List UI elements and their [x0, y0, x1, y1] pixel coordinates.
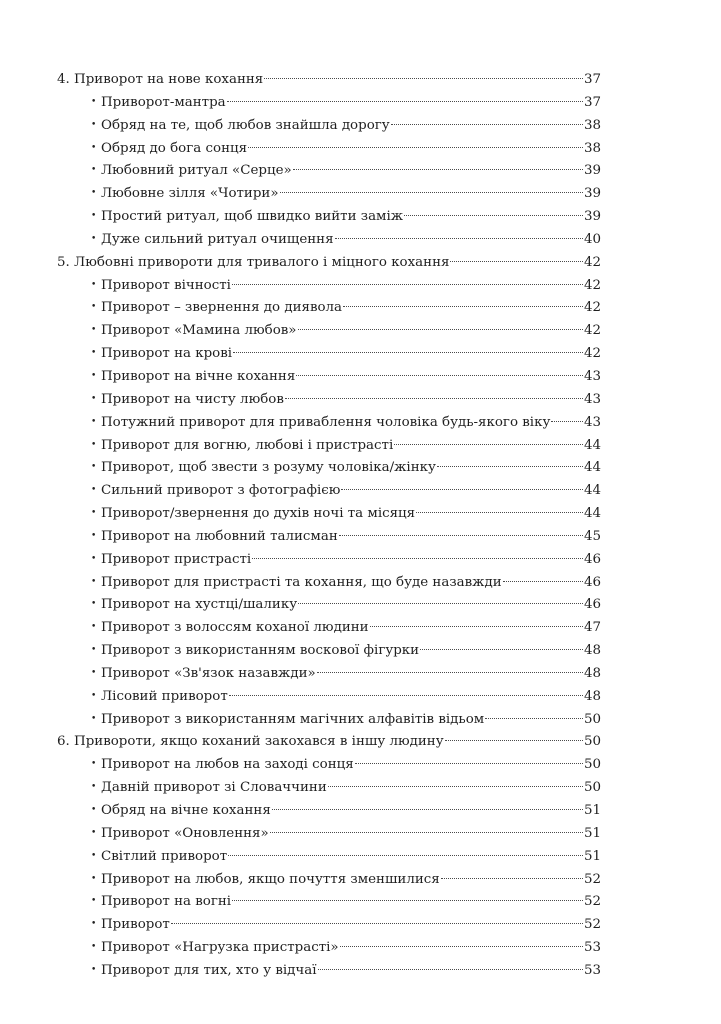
toc-page-number: 44 — [583, 483, 601, 499]
toc-entry-title: Приворот «Оновлення» — [101, 825, 269, 841]
toc-item-row[interactable] — [57, 412, 601, 435]
dot-leader — [328, 786, 583, 787]
bullet-icon: • — [91, 827, 97, 838]
toc-entry-title: Приворот для вогню, любові і пристрасті — [101, 437, 394, 453]
dot-leader — [485, 718, 583, 719]
toc-item-row[interactable] — [57, 640, 601, 663]
toc-item-row[interactable] — [57, 617, 601, 640]
toc-page-number: 38 — [583, 140, 601, 156]
dot-leader — [503, 581, 583, 582]
toc-entry-title: Приворот «Нагрузка пристрасті» — [101, 940, 339, 956]
bullet-icon: • — [91, 325, 97, 336]
toc-entry-title: Приворот на любов, якщо почуття зменшилися — [101, 871, 440, 887]
bullet-icon: • — [91, 553, 97, 564]
toc-item-row[interactable] — [57, 869, 601, 892]
bullet-icon: • — [91, 690, 97, 701]
dot-leader — [285, 398, 583, 399]
dot-leader — [339, 535, 583, 536]
toc-page-number: 43 — [583, 391, 601, 407]
bullet-icon: • — [91, 416, 97, 427]
toc-item-row[interactable] — [57, 229, 601, 252]
toc-page-number: 45 — [583, 528, 601, 544]
toc-page-number: 42 — [583, 323, 601, 339]
toc-page-number: 42 — [583, 300, 601, 316]
toc-page-number: 39 — [583, 163, 601, 179]
bullet-icon: • — [91, 439, 97, 450]
dot-leader — [420, 649, 583, 650]
toc-entry-title: Обряд до бога сонця — [101, 140, 248, 156]
dot-leader — [293, 169, 583, 170]
toc-item-row[interactable] — [57, 320, 601, 343]
toc-entry-title: Приворот на любовний талисман — [101, 528, 338, 544]
bullet-icon: • — [91, 576, 97, 587]
toc-item-row[interactable] — [57, 480, 601, 503]
toc-item-row[interactable] — [57, 686, 601, 709]
dot-leader — [437, 466, 583, 467]
toc-item-row[interactable] — [57, 914, 601, 937]
toc-page-number: 44 — [583, 460, 601, 476]
dot-leader — [270, 832, 583, 833]
toc-item-row[interactable] — [57, 572, 601, 595]
toc-page-number: 51 — [583, 848, 601, 864]
toc-item-row[interactable] — [57, 183, 601, 206]
toc-page-number: 42 — [583, 346, 601, 362]
bullet-icon: • — [91, 188, 97, 199]
toc-page-number: 37 — [583, 94, 601, 110]
toc-page-number: 40 — [583, 231, 601, 247]
toc-page-number: 44 — [583, 506, 601, 522]
toc-entry-title: Приворот для тих, хто у відчаї — [101, 962, 317, 978]
toc-entry-title: Приворот з використанням воскової фігурки — [101, 643, 420, 659]
toc-entry-title: Давній приворот зі Словаччини — [101, 780, 327, 796]
toc-page-number: 53 — [583, 940, 601, 956]
toc-item-row[interactable] — [57, 389, 601, 412]
toc-entry-title: Обряд на те, щоб любов знайшла дорогу — [101, 117, 390, 133]
dot-leader — [272, 809, 583, 810]
bullet-icon: • — [91, 348, 97, 359]
toc-entry-title: Приворот на крові — [101, 346, 233, 362]
dot-leader — [233, 352, 583, 353]
bullet-icon: • — [91, 645, 97, 656]
toc-page-number: 42 — [583, 277, 601, 293]
bullet-icon: • — [91, 782, 97, 793]
dot-leader — [280, 192, 583, 193]
toc-item-row[interactable] — [57, 138, 601, 161]
dot-leader — [441, 878, 583, 879]
toc-page-number: 48 — [583, 665, 601, 681]
toc-section-row[interactable] — [57, 731, 601, 754]
toc-entry-title: 6. Привороти, якщо коханий закохався в іншу людину — [57, 734, 444, 750]
bullet-icon: • — [91, 96, 97, 107]
toc-page-number: 43 — [583, 414, 601, 430]
toc-item-row[interactable] — [57, 800, 601, 823]
toc-item-row[interactable] — [57, 960, 601, 983]
toc-entry-title: Приворот з волоссям коханої людини — [101, 620, 369, 636]
dot-leader — [445, 740, 583, 741]
toc-item-row[interactable] — [57, 160, 601, 183]
toc-item-row[interactable] — [57, 457, 601, 480]
dot-leader — [416, 512, 583, 513]
toc-item-row[interactable] — [57, 526, 601, 549]
bullet-icon: • — [91, 119, 97, 130]
toc-page-number: 50 — [583, 711, 601, 727]
toc-page-number: 51 — [583, 803, 601, 818]
dot-leader — [298, 329, 583, 330]
toc-item-row[interactable] — [57, 92, 601, 115]
bullet-icon: • — [91, 873, 97, 884]
bullet-icon: • — [91, 805, 97, 815]
toc-item-row[interactable] — [57, 549, 601, 572]
toc-entry-title: Приворот на любов на заході сонця — [101, 757, 354, 773]
toc-item-row[interactable] — [57, 435, 601, 458]
toc-page-number: 38 — [583, 117, 601, 133]
toc-entry-title: Приворот – звернення до диявола — [101, 300, 343, 316]
toc-entry-title: Світлий приворот — [101, 848, 228, 864]
dot-leader — [394, 444, 583, 445]
toc-item-row[interactable] — [57, 891, 601, 914]
toc-item-row[interactable] — [57, 343, 601, 366]
toc-item-row[interactable] — [57, 115, 601, 138]
toc-page-number: 50 — [583, 734, 601, 750]
toc-page-number: 46 — [583, 597, 601, 613]
toc-page-number: 42 — [583, 254, 601, 270]
bullet-icon: • — [91, 302, 97, 313]
toc-entry-title: Лісовий приворот — [101, 688, 228, 704]
toc-item-row[interactable] — [57, 777, 601, 800]
toc-entry-title: 5. Любовні привороти для тривалого і міцного кохання — [57, 254, 450, 270]
bullet-icon: • — [91, 142, 97, 153]
bullet-icon: • — [91, 508, 97, 519]
toc-entry-title: Потужний приворот для приваблення чоловіка будь-якого віку — [101, 414, 551, 430]
toc-page-number: 43 — [583, 368, 601, 384]
toc-page-number: 52 — [583, 917, 601, 933]
dot-leader — [341, 489, 583, 490]
toc-item-row[interactable] — [57, 823, 601, 846]
toc-item-row[interactable] — [57, 206, 601, 229]
toc-entry-title: Приворот для пристрасті та кохання, що буде назавжди — [101, 574, 502, 590]
dot-leader — [232, 284, 583, 285]
toc-page-number: 53 — [583, 962, 601, 978]
toc-section-row[interactable] — [57, 252, 601, 275]
dot-leader — [228, 855, 583, 856]
toc-item-row[interactable] — [57, 709, 601, 732]
toc-entry-title: Приворот пристрасті — [101, 551, 252, 567]
toc-page-number: 47 — [583, 620, 601, 636]
toc-page-number: 39 — [583, 186, 601, 202]
dot-leader — [229, 695, 583, 696]
toc-page-number: 39 — [583, 209, 601, 225]
dot-leader — [264, 78, 583, 79]
bullet-icon: • — [91, 919, 97, 930]
bullet-icon: • — [91, 279, 97, 290]
bullet-icon: • — [91, 713, 97, 724]
bullet-icon: • — [91, 485, 97, 496]
dot-leader — [391, 124, 583, 125]
dot-leader — [298, 603, 583, 604]
toc-entry-title: Приворот на чисту любов — [101, 391, 284, 407]
dot-leader — [317, 672, 583, 673]
dot-leader — [404, 215, 583, 216]
toc-page-number: 46 — [583, 574, 601, 590]
toc-entry-title: Приворот на хустці/шалику — [101, 597, 298, 613]
bullet-icon: • — [91, 599, 97, 610]
bullet-icon: • — [91, 211, 97, 222]
toc-entry-title: Приворот/звернення до духів ночі та місяця — [101, 506, 416, 522]
toc-page-number: 48 — [583, 688, 601, 704]
bullet-icon: • — [91, 896, 97, 907]
toc-page-number: 44 — [583, 437, 601, 453]
table-of-contents — [57, 69, 601, 983]
dot-leader — [340, 946, 583, 947]
bullet-icon: • — [91, 850, 97, 861]
dot-leader — [551, 421, 583, 422]
toc-entry-title: Приворот, щоб звести з розуму чоловіка/жінку — [101, 460, 436, 476]
dot-leader — [355, 763, 583, 764]
toc-page-number: 50 — [583, 780, 601, 796]
toc-entry-title: Приворот — [101, 917, 170, 933]
toc-page-number: 52 — [583, 894, 601, 910]
bullet-icon: • — [91, 393, 97, 404]
bullet-icon: • — [91, 462, 97, 473]
dot-leader — [335, 238, 583, 239]
toc-entry-title: Любовне зілля «Чотири» — [101, 186, 279, 202]
bullet-icon: • — [91, 530, 97, 541]
dot-leader — [232, 900, 583, 901]
dot-leader — [227, 101, 583, 102]
bullet-icon: • — [91, 964, 97, 975]
toc-item-row[interactable] — [57, 297, 601, 320]
bullet-icon: • — [91, 233, 97, 244]
dot-leader — [296, 375, 583, 376]
toc-page-number: 46 — [583, 551, 601, 567]
toc-entry-title: Дуже сильний ритуал очищення — [101, 231, 334, 247]
dot-leader — [248, 147, 583, 148]
dot-leader — [252, 558, 583, 559]
dot-leader — [450, 261, 582, 262]
toc-entry-title: Приворот з використанням магічних алфавітів відьом — [101, 711, 485, 727]
dot-leader — [370, 626, 583, 627]
toc-entry-title: Приворот вічності — [101, 277, 231, 293]
bullet-icon: • — [91, 165, 97, 176]
toc-item-row[interactable] — [57, 366, 601, 389]
bullet-icon: • — [91, 622, 97, 633]
toc-entry-title: Приворот на вогні — [101, 894, 232, 910]
toc-entry-title: Сильний приворот з фотографією — [101, 483, 341, 499]
toc-item-row[interactable] — [57, 594, 601, 617]
toc-entry-title: 4. Приворот на нове кохання — [57, 72, 264, 87]
bullet-icon: • — [91, 667, 97, 678]
toc-entry-title: Простий ритуал, щоб швидко вийти заміж — [101, 209, 404, 225]
toc-entry-title: Приворот на вічне кохання — [101, 368, 296, 384]
toc-entry-title: Приворот «Зв'язок назавжди» — [101, 665, 316, 681]
toc-item-row[interactable] — [57, 663, 601, 686]
toc-item-row[interactable] — [57, 503, 601, 526]
toc-page-number: 50 — [583, 757, 601, 773]
toc-page-number: 52 — [583, 871, 601, 887]
toc-page-number: 48 — [583, 643, 601, 659]
toc-item-row[interactable] — [57, 754, 601, 777]
dot-leader — [171, 923, 583, 924]
bullet-icon: • — [91, 942, 97, 953]
bullet-icon: • — [91, 759, 97, 770]
toc-page-number: 37 — [583, 72, 601, 87]
dot-leader — [318, 969, 583, 970]
toc-page-number: 51 — [583, 825, 601, 841]
toc-section-row[interactable] — [57, 69, 601, 92]
toc-entry-title: Приворот-мантра — [101, 94, 226, 110]
toc-item-row[interactable] — [57, 846, 601, 869]
toc-entry-title: Любовний ритуал «Серце» — [101, 163, 292, 179]
toc-entry-title: Приворот «Мамина любов» — [101, 323, 297, 339]
bullet-icon: • — [91, 370, 97, 381]
dot-leader — [343, 306, 583, 307]
toc-entry-title: Обряд на вічне кохання — [101, 803, 271, 818]
toc-item-row[interactable] — [57, 275, 601, 298]
toc-item-row[interactable] — [57, 937, 601, 960]
